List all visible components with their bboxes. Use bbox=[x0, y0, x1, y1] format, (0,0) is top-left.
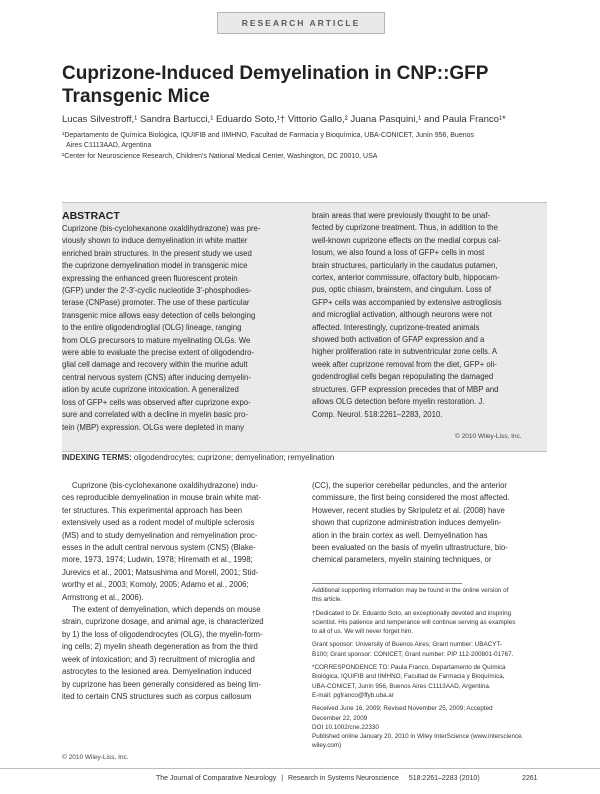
body-line: However, recent studies by Skripuletz et al. (2008) have bbox=[312, 505, 505, 515]
body-line: The extent of demyelination, which depends on mouse bbox=[72, 605, 261, 615]
body-copyright: © 2010 Wiley-Liss, Inc. bbox=[62, 754, 129, 761]
abstract-line: expressing the enhanced green fluorescent protein bbox=[62, 273, 238, 283]
abstract-line: GFP+ cells was accompanied by extensive astrogliosis bbox=[312, 297, 502, 307]
footer-rule bbox=[0, 768, 600, 769]
abstract-line: loss of GFP+ cells was observed after cuprizone expo- bbox=[62, 397, 251, 407]
abstract-line: structures. GFP expression precedes that of MBP and bbox=[312, 384, 499, 394]
body-line: (CC), the superior cerebellar peduncles, and the anterior bbox=[312, 481, 508, 490]
body-line: esses in the adult central nervous system (CNS) (Blake- bbox=[62, 543, 256, 553]
body-line: worthy et al., 2003; Komoly, 2005; Adamo et al., 2006; bbox=[62, 580, 249, 590]
abstract-line: week after cuprizone removal from the diet, GFP+ oli- bbox=[312, 359, 497, 369]
footer-journal: The Journal of Comparative Neurology bbox=[156, 775, 277, 782]
abstract-line: losum, we also found a loss of GFP+ cells in most bbox=[312, 248, 485, 258]
body-right-column bbox=[312, 480, 544, 567]
footnote-line: †Dedicated to Dr. Eduardo Soto, an exceptionally devoted and inspiring bbox=[312, 609, 512, 617]
affiliation-2: ²Center for Neuroscience Research, Children's National Medical Center, Washington, DC 20010, USA bbox=[62, 153, 378, 160]
abstract-line: Comp. Neurol. 518:2261–2283, 2010. bbox=[312, 409, 443, 419]
body-line: astrocytes to the lesioned area. Demyelination induced bbox=[62, 667, 252, 677]
abstract-line: the cuprizone demyelination model in transgenic mice bbox=[62, 261, 248, 271]
abstract-line: viously shown to induce demyelination in white matter bbox=[62, 236, 248, 246]
footnote-line: Grant sponsor: University of Buenos Aires; Grant number: UBACYT- bbox=[312, 641, 503, 649]
indexing-terms bbox=[62, 453, 334, 462]
footnote-line: wiley.com) bbox=[312, 742, 342, 750]
body-line: ited to certain CNS structures such as corpus callosum bbox=[62, 691, 252, 701]
body-line: Jurevics et al., 2001; Matsushima and Morell, 2001; Stid- bbox=[62, 567, 259, 577]
indexing-terms-label: INDEXING TERMS: bbox=[62, 453, 132, 462]
body-line: been evaluated on the basis of myelin ultrastructure, bio- bbox=[312, 543, 508, 553]
abstract-line: brain areas that were previously thought to be unaf- bbox=[312, 211, 491, 220]
footnote-line: *CORRESPONDENCE TO: Paula Franco, Departamento de Química bbox=[312, 664, 506, 672]
indexing-terms-value: oligodendrocytes; cuprizone; demyelination; remyelination bbox=[133, 453, 335, 462]
abstract-heading: ABSTRACT bbox=[62, 210, 120, 222]
affiliation-1-line-2: Aires C1113AAD, Argentina bbox=[66, 142, 152, 149]
abstract-line: glial cell damage and recovery within the murine adult bbox=[62, 360, 248, 370]
abstract-line: central nervous system (CNS) after inducing demyelin- bbox=[62, 372, 251, 382]
abstract-line: showed both activation of GFAP expression and a bbox=[312, 335, 485, 345]
body-line: commissure, the first being considered the most affected. bbox=[312, 493, 510, 503]
body-line: ing cells; 2) myelin sheath degeneration as from the third bbox=[62, 642, 258, 652]
running-footer bbox=[156, 775, 480, 782]
abstract-line: well-known cuprizone effects on the medial corpus cal- bbox=[312, 235, 501, 245]
page-number: 2261 bbox=[522, 775, 538, 782]
abstract-line: Cuprizone (bis-cyclohexanone oxaldihydrazone) was pre- bbox=[62, 224, 261, 233]
footnote-line: scientist. His patience and temperance will continue serving as examples bbox=[312, 618, 516, 626]
abstract-line: fected by cuprizone treatment. Thus, in addition to the bbox=[312, 223, 498, 233]
abstract-line: brain structures, particularly in the caudatus putamen, bbox=[312, 260, 498, 270]
author-list: Lucas Silvestroff,¹ Sandra Bartucci,¹ Eduardo Soto,¹† Vittorio Gallo,² Juana Pasquini,¹ and Paula Franco¹* bbox=[62, 114, 506, 125]
abstract-line: pus, optic chiasm, brainstem, and cingulum. Loss of bbox=[312, 285, 491, 295]
footnotes bbox=[312, 586, 544, 751]
footer-section: Research in Systems Neuroscience bbox=[287, 775, 399, 782]
abstract-line: and microglial activation, although neurons were not bbox=[312, 310, 492, 320]
footer-separator: | bbox=[281, 775, 284, 782]
body-line: by cuprizone has been generally considered as being lim- bbox=[62, 679, 261, 689]
article-type-band bbox=[217, 12, 385, 34]
body-line: (MS) and to study demyelination and remyelination proc- bbox=[62, 530, 258, 540]
abstract-line: ation by acute cuprizone intoxication. A generalized bbox=[62, 385, 239, 395]
abstract-left-column bbox=[62, 223, 292, 434]
abstract-right-column bbox=[312, 210, 542, 421]
footnote-line: December 22, 2009 bbox=[312, 714, 368, 722]
body-line: Cuprizone (bis-cyclohexanone oxaldihydrazone) indu- bbox=[72, 481, 258, 490]
body-line: ter structures. This experimental approach has been bbox=[62, 505, 243, 515]
footnote-line: B100; Grant sponsor: CONICET; Grant number: PIP 112-200801-01767. bbox=[312, 650, 514, 658]
body-line: Armstrong et al., 2006). bbox=[62, 592, 144, 602]
body-line: more, 1973, 1974; Ludwin, 1978; Hiremath et al., 1998; bbox=[62, 555, 253, 565]
body-line: week of intoxication; and 3) recruitment of microglia and bbox=[62, 654, 255, 664]
abstract-line: enriched brain structures. In the present study we used bbox=[62, 248, 252, 258]
footnote-rule bbox=[312, 583, 462, 584]
footnote-line: Received June 16, 2009; Revised November 25, 2009; Accepted bbox=[312, 705, 493, 713]
body-line: ces reproducible demyelination in mouse brain white mat- bbox=[62, 493, 261, 503]
abstract-line: affected. Interestingly, cuprizone-treated animals bbox=[312, 322, 480, 332]
footnote-doi[interactable]: DOI 10.1002/cne.22330 bbox=[312, 723, 379, 731]
footnote-email[interactable]: E-mail: pgfranco@ffyb.uba.ar bbox=[312, 691, 394, 699]
footnote-line: to all of us. We will never forget him. bbox=[312, 628, 414, 636]
body-line: shown that cuprizone administration induces demyelin- bbox=[312, 518, 502, 528]
footer-citation: 518:2261–2283 (2010) bbox=[408, 775, 480, 782]
footnote-line: Published online January 20, 2010 in Wiley InterScience (www.interscience. bbox=[312, 733, 524, 741]
abstract-line: to the entire oligodendroglial (OLG) lineage, ranging bbox=[62, 323, 242, 333]
body-line: ation in the brain cortex as well. Demyelination has bbox=[312, 530, 488, 540]
abstract-line: (GFP) under the 2′-3′-cyclic nucleotide 3′-phosphodies- bbox=[62, 286, 252, 296]
abstract-line: from OLG precursors to mature myelinating OLGs. We bbox=[62, 335, 251, 345]
abstract-line: tein (MBP) expression. OLGs were depleted in many bbox=[62, 422, 245, 432]
abstract-line: transgenic mice allows easy detection of cells belonging bbox=[62, 310, 256, 320]
abstract-line: sure and correlated with a decline in myelin basic pro- bbox=[62, 410, 248, 420]
body-line: extensively used as a rodent model of multiple sclerosis bbox=[62, 518, 255, 528]
abstract-line: higher proliferation rate in subventricular zone cells. A bbox=[312, 347, 498, 357]
abstract-line: cortex, anterior commissure, olfactory bulb, hippocam- bbox=[312, 273, 500, 283]
abstract-line: were able to evaluate the precise extent of oligodendro- bbox=[62, 348, 255, 358]
abstract-line: allows OLG detection before myelin restoration. J. bbox=[312, 397, 485, 407]
abstract-line: terase (CNPase) promoter. The use of these particular bbox=[62, 298, 250, 308]
abstract-line: godendroglial cells began repopulating the damaged bbox=[312, 372, 494, 382]
footnote-line: this article. bbox=[312, 596, 343, 604]
footnote-line: Biológica, IQUIFIB and IIMHNO, Facultad de Farmacia y Bioquímica, bbox=[312, 673, 505, 681]
body-line: strain, cuprizone dosage, and animal age, is characterized bbox=[62, 617, 264, 627]
affiliation-1 bbox=[62, 131, 542, 151]
body-line: chemical parameters, myelin staining techniques, or bbox=[312, 555, 492, 565]
affiliation-1-line-1: ¹Departamento de Química Biológica, IQUIFIB and IIMHNO, Facultad de Farmacia y Bioquímica, UBA-CONICET, Junín 956, Buenos bbox=[62, 132, 475, 139]
footnote-line: Additional supporting information may be found in the online version of bbox=[312, 587, 509, 594]
abstract-copyright: © 2010 Wiley-Liss, Inc. bbox=[455, 433, 522, 440]
body-left-column bbox=[62, 480, 294, 703]
body-line: by 1) the loss of oligodendrocytes (OLG), the myelin-form- bbox=[62, 629, 263, 639]
article-type-label: RESEARCH ARTICLE bbox=[241, 18, 361, 28]
footnote-line: UBA-CONICET, Junín 956, Buenos Aires C1113AAD, Argentina. bbox=[312, 682, 491, 690]
article-title: Cuprizone-Induced Demyelination in CNP::GFP Transgenic Mice bbox=[62, 63, 489, 107]
